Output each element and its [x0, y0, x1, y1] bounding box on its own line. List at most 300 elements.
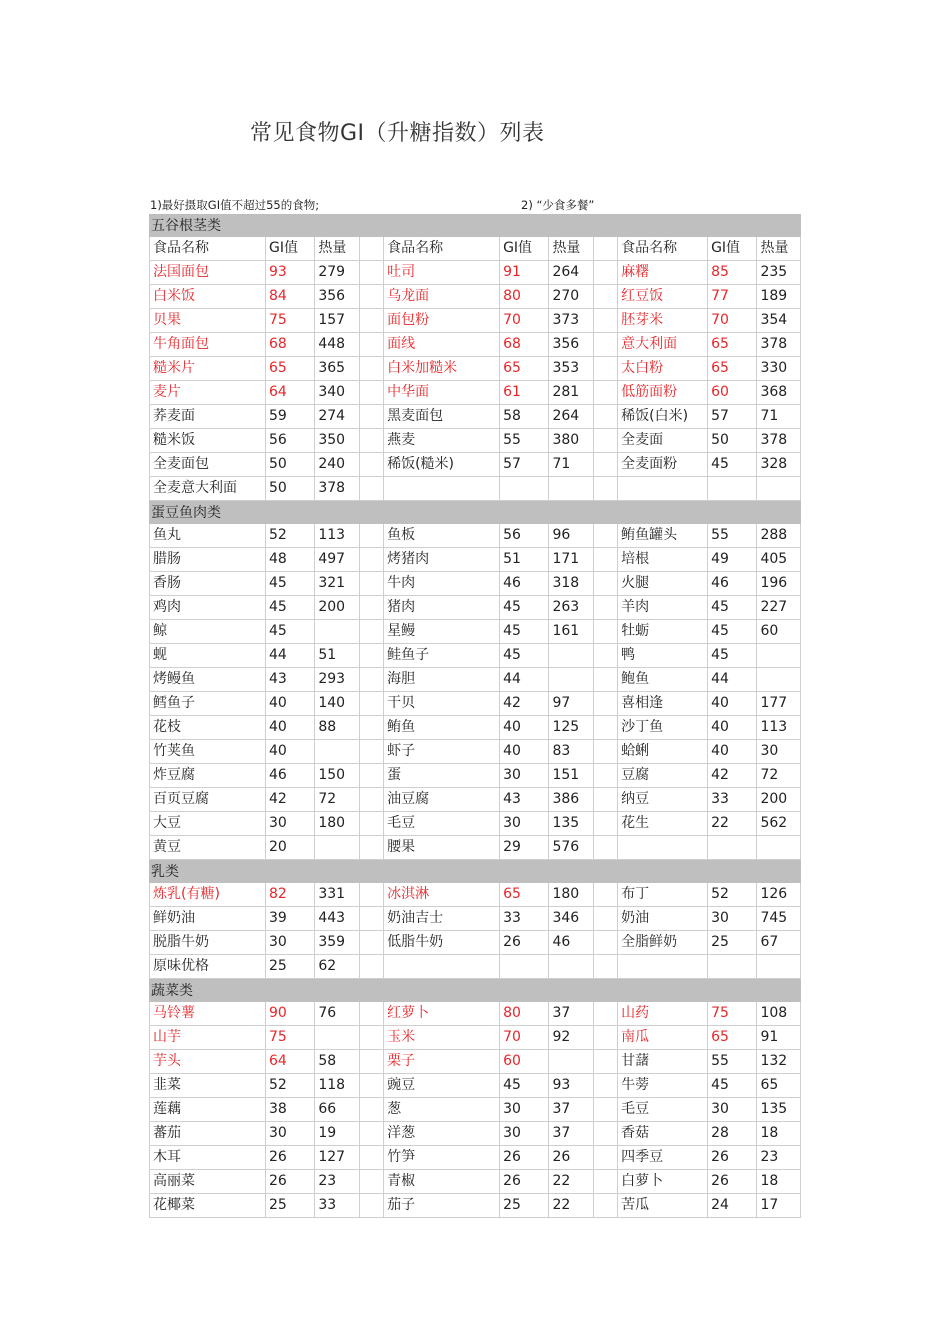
column-gap: [593, 596, 617, 620]
gi-value-cell: 60: [499, 1050, 548, 1074]
gi-value-cell: 49: [707, 548, 756, 572]
food-name-cell: 韭菜: [149, 1074, 265, 1098]
food-name-cell: [383, 955, 499, 979]
food-name-cell: 牛角面包: [149, 333, 265, 357]
food-name-cell: 腊肠: [149, 548, 265, 572]
gi-value-cell: 61: [499, 381, 548, 405]
food-name-cell: 中华面: [383, 381, 499, 405]
calories-cell: 270: [548, 285, 593, 309]
calories-cell: 562: [756, 812, 801, 836]
column-gap: [593, 788, 617, 812]
column-gap: [593, 740, 617, 764]
table-row: [149, 1146, 801, 1170]
calories-cell: 378: [314, 477, 359, 501]
table-row: [149, 333, 801, 357]
table-row: [149, 955, 801, 979]
food-name-cell: 黑麦面包: [383, 405, 499, 429]
food-name-cell: 竹荚鱼: [149, 740, 265, 764]
column-gap: [359, 788, 383, 812]
table-row: [149, 357, 801, 381]
calories-cell: 30: [756, 740, 801, 764]
calories-cell: 72: [756, 764, 801, 788]
column-gap: [593, 548, 617, 572]
column-gap: [359, 716, 383, 740]
food-name-cell: 胚芽米: [617, 309, 707, 333]
calories-cell: 448: [314, 333, 359, 357]
food-name-cell: 花椰菜: [149, 1194, 265, 1218]
header-food-name: 食品名称: [149, 237, 265, 261]
food-name-cell: 鲍鱼: [617, 668, 707, 692]
gi-value-cell: 56: [265, 429, 314, 453]
table-row: [149, 1098, 801, 1122]
food-name-cell: 香菇: [617, 1122, 707, 1146]
column-gap: [593, 764, 617, 788]
gi-value-cell: 20: [265, 836, 314, 860]
gi-value-cell: 45: [265, 620, 314, 644]
food-name-cell: 牡蛎: [617, 620, 707, 644]
calories-cell: 18: [756, 1122, 801, 1146]
column-gap: [359, 1170, 383, 1194]
gi-value-cell: 48: [265, 548, 314, 572]
calories-cell: 279: [314, 261, 359, 285]
gi-value-cell: 40: [707, 692, 756, 716]
column-gap: [593, 1194, 617, 1218]
column-gap: [593, 1170, 617, 1194]
food-name-cell: 冰淇淋: [383, 883, 499, 907]
food-name-cell: 鸡肉: [149, 596, 265, 620]
gi-value-cell: 45: [707, 596, 756, 620]
food-name-cell: 全脂鲜奶: [617, 931, 707, 955]
table-row: [149, 907, 801, 931]
gi-value-cell: 52: [265, 1074, 314, 1098]
column-gap: [593, 477, 617, 501]
gi-value-cell: 30: [499, 1122, 548, 1146]
calories-cell: 365: [314, 357, 359, 381]
food-name-cell: [617, 477, 707, 501]
food-name-cell: 鲑鱼子: [383, 644, 499, 668]
food-name-cell: 燕麦: [383, 429, 499, 453]
calories-cell: 76: [314, 1002, 359, 1026]
gi-value-cell: 65: [499, 357, 548, 381]
column-gap: [359, 668, 383, 692]
gi-value-cell: 40: [265, 716, 314, 740]
table-row: [149, 261, 801, 285]
gi-value-cell: 30: [265, 931, 314, 955]
calories-cell: 96: [548, 524, 593, 548]
food-name-cell: 全麦意大利面: [149, 477, 265, 501]
calories-cell: 180: [314, 812, 359, 836]
gi-value-cell: 55: [707, 1050, 756, 1074]
food-name-cell: 百页豆腐: [149, 788, 265, 812]
column-gap: [359, 1074, 383, 1098]
food-name-cell: 鲸: [149, 620, 265, 644]
calories-cell: [756, 644, 801, 668]
gi-value-cell: 45: [265, 572, 314, 596]
food-name-cell: 海胆: [383, 668, 499, 692]
calories-cell: 356: [314, 285, 359, 309]
gi-value-cell: 55: [707, 524, 756, 548]
food-name-cell: 油豆腐: [383, 788, 499, 812]
table-row: [149, 931, 801, 955]
calories-cell: 350: [314, 429, 359, 453]
gi-value-cell: 40: [499, 716, 548, 740]
calories-cell: 328: [756, 453, 801, 477]
table-row: [149, 1194, 801, 1218]
food-name-cell: 花枝: [149, 716, 265, 740]
table-row: [149, 477, 801, 501]
food-name-cell: 竹笋: [383, 1146, 499, 1170]
food-name-cell: 麦片: [149, 381, 265, 405]
food-name-cell: 脱脂牛奶: [149, 931, 265, 955]
table-row: [149, 1074, 801, 1098]
calories-cell: 132: [756, 1050, 801, 1074]
section-header: 蛋豆鱼肉类: [149, 501, 801, 524]
calories-cell: 71: [756, 405, 801, 429]
calories-cell: 126: [756, 883, 801, 907]
table-row: [149, 429, 801, 453]
food-name-cell: 香肠: [149, 572, 265, 596]
food-name-cell: 干贝: [383, 692, 499, 716]
calories-cell: 293: [314, 668, 359, 692]
food-name-cell: 牛蒡: [617, 1074, 707, 1098]
food-name-cell: 糙米片: [149, 357, 265, 381]
gi-value-cell: 52: [265, 524, 314, 548]
gi-value-cell: 46: [707, 572, 756, 596]
gi-value-cell: 45: [499, 596, 548, 620]
gi-value-cell: 80: [499, 1002, 548, 1026]
calories-cell: 368: [756, 381, 801, 405]
food-name-cell: 蛋: [383, 764, 499, 788]
gi-value-cell: 55: [499, 429, 548, 453]
calories-cell: [548, 955, 593, 979]
header-calories: 热量: [756, 237, 801, 261]
column-gap: [593, 237, 617, 261]
gi-value-cell: 90: [265, 1002, 314, 1026]
calories-cell: 135: [756, 1098, 801, 1122]
gi-value-cell: 42: [707, 764, 756, 788]
column-gap: [359, 548, 383, 572]
gi-value-cell: 68: [499, 333, 548, 357]
gi-value-cell: 25: [707, 931, 756, 955]
column-gap: [593, 692, 617, 716]
column-gap: [593, 285, 617, 309]
column-gap: [359, 524, 383, 548]
food-name-cell: 糙米饭: [149, 429, 265, 453]
food-name-cell: 低脂牛奶: [383, 931, 499, 955]
gi-value-cell: 57: [499, 453, 548, 477]
header-gi-value: GI值: [707, 237, 756, 261]
calories-cell: 373: [548, 309, 593, 333]
food-name-cell: 茄子: [383, 1194, 499, 1218]
table-row: [149, 548, 801, 572]
food-name-cell: 牛肉: [383, 572, 499, 596]
gi-value-cell: 40: [707, 716, 756, 740]
gi-value-cell: 25: [499, 1194, 548, 1218]
table-row: [149, 1026, 801, 1050]
gi-value-cell: 45: [707, 1074, 756, 1098]
food-name-cell: 烤猪肉: [383, 548, 499, 572]
calories-cell: 125: [548, 716, 593, 740]
column-gap: [359, 357, 383, 381]
note-gi-limit: 1)最好摄取GI值不超过55的食物;: [150, 198, 320, 212]
calories-cell: 288: [756, 524, 801, 548]
column-gap: [359, 309, 383, 333]
column-gap: [359, 596, 383, 620]
food-name-cell: [617, 836, 707, 860]
calories-cell: 157: [314, 309, 359, 333]
column-gap: [359, 620, 383, 644]
column-gap: [593, 620, 617, 644]
gi-value-cell: 80: [499, 285, 548, 309]
gi-value-cell: 46: [265, 764, 314, 788]
table-row: [149, 836, 801, 860]
section-header: 蔬菜类: [149, 979, 801, 1002]
food-name-cell: 太白粉: [617, 357, 707, 381]
column-gap: [359, 429, 383, 453]
food-name-cell: 炸豆腐: [149, 764, 265, 788]
column-gap: [593, 1146, 617, 1170]
gi-value-cell: 58: [499, 405, 548, 429]
gi-value-cell: 50: [265, 477, 314, 501]
calories-cell: 151: [548, 764, 593, 788]
food-name-cell: 火腿: [617, 572, 707, 596]
calories-cell: 177: [756, 692, 801, 716]
gi-value-cell: 40: [265, 740, 314, 764]
gi-value-cell: 51: [499, 548, 548, 572]
food-name-cell: 全麦面: [617, 429, 707, 453]
food-name-cell: 面包粉: [383, 309, 499, 333]
table-row: [149, 572, 801, 596]
food-name-cell: 白萝卜: [617, 1170, 707, 1194]
column-gap: [359, 381, 383, 405]
food-name-cell: 纳豆: [617, 788, 707, 812]
header-calories: 热量: [548, 237, 593, 261]
gi-value-cell: 44: [707, 668, 756, 692]
table-row: [149, 716, 801, 740]
header-food-name: 食品名称: [617, 237, 707, 261]
gi-value-cell: 26: [707, 1170, 756, 1194]
calories-cell: 135: [548, 812, 593, 836]
calories-cell: 240: [314, 453, 359, 477]
food-name-cell: 羊肉: [617, 596, 707, 620]
calories-cell: 37: [548, 1122, 593, 1146]
table-row: [149, 381, 801, 405]
calories-cell: 196: [756, 572, 801, 596]
column-gap: [359, 740, 383, 764]
calories-cell: 274: [314, 405, 359, 429]
column-gap: [359, 1194, 383, 1218]
column-gap: [593, 1050, 617, 1074]
column-gap: [593, 668, 617, 692]
gi-value-cell: 65: [265, 357, 314, 381]
gi-value-cell: 65: [707, 1026, 756, 1050]
food-name-cell: 豆腐: [617, 764, 707, 788]
table-row: [149, 812, 801, 836]
gi-value-cell: 40: [499, 740, 548, 764]
food-name-cell: 沙丁鱼: [617, 716, 707, 740]
calories-cell: 497: [314, 548, 359, 572]
gi-value-cell: 45: [499, 620, 548, 644]
calories-cell: [756, 477, 801, 501]
food-name-cell: 苦瓜: [617, 1194, 707, 1218]
food-name-cell: 甘藷: [617, 1050, 707, 1074]
food-name-cell: 鸭: [617, 644, 707, 668]
food-name-cell: 培根: [617, 548, 707, 572]
calories-cell: 321: [314, 572, 359, 596]
calories-cell: [756, 955, 801, 979]
gi-value-cell: 25: [265, 1194, 314, 1218]
column-gap: [593, 309, 617, 333]
gi-value-cell: 24: [707, 1194, 756, 1218]
notes-line: [150, 197, 800, 213]
gi-value-cell: 93: [265, 261, 314, 285]
page-title: 常见食物GI（升糖指数）列表: [250, 121, 545, 146]
food-name-cell: 玉米: [383, 1026, 499, 1050]
food-name-cell: 葱: [383, 1098, 499, 1122]
gi-value-cell: 56: [499, 524, 548, 548]
calories-cell: 171: [548, 548, 593, 572]
gi-value-cell: [499, 955, 548, 979]
calories-cell: 19: [314, 1122, 359, 1146]
gi-value-cell: 59: [265, 405, 314, 429]
table-row: [149, 1002, 801, 1026]
calories-cell: [756, 668, 801, 692]
calories-cell: 346: [548, 907, 593, 931]
calories-cell: 281: [548, 381, 593, 405]
calories-cell: 66: [314, 1098, 359, 1122]
column-gap: [359, 1002, 383, 1026]
calories-cell: 405: [756, 548, 801, 572]
gi-value-cell: 30: [707, 907, 756, 931]
calories-cell: 22: [548, 1170, 593, 1194]
calories-cell: 93: [548, 1074, 593, 1098]
calories-cell: 263: [548, 596, 593, 620]
gi-value-cell: 30: [499, 764, 548, 788]
food-name-cell: 花生: [617, 812, 707, 836]
gi-value-cell: 30: [499, 1098, 548, 1122]
gi-value-cell: 91: [499, 261, 548, 285]
calories-cell: 576: [548, 836, 593, 860]
calories-cell: 97: [548, 692, 593, 716]
food-name-cell: 原味优格: [149, 955, 265, 979]
calories-cell: [756, 836, 801, 860]
calories-cell: 378: [756, 429, 801, 453]
gi-value-cell: 45: [499, 1074, 548, 1098]
column-gap: [593, 716, 617, 740]
column-gap: [593, 381, 617, 405]
column-gap: [359, 1026, 383, 1050]
column-gap: [359, 1146, 383, 1170]
column-gap: [359, 285, 383, 309]
calories-cell: 33: [314, 1194, 359, 1218]
gi-value-cell: 45: [707, 453, 756, 477]
table-row: [149, 740, 801, 764]
calories-cell: 331: [314, 883, 359, 907]
column-gap: [593, 333, 617, 357]
gi-value-cell: 75: [707, 1002, 756, 1026]
gi-value-cell: 29: [499, 836, 548, 860]
calories-cell: 83: [548, 740, 593, 764]
food-name-cell: 毛豆: [383, 812, 499, 836]
gi-value-cell: 43: [265, 668, 314, 692]
calories-cell: 65: [756, 1074, 801, 1098]
column-header-row: [149, 237, 801, 261]
food-name-cell: 马铃薯: [149, 1002, 265, 1026]
gi-value-cell: 44: [265, 644, 314, 668]
calories-cell: 91: [756, 1026, 801, 1050]
gi-value-cell: 64: [265, 381, 314, 405]
gi-value-cell: 38: [265, 1098, 314, 1122]
calories-cell: 60: [756, 620, 801, 644]
table-row: [149, 453, 801, 477]
gi-value-cell: 39: [265, 907, 314, 931]
column-gap: [593, 812, 617, 836]
food-name-cell: 洋葱: [383, 1122, 499, 1146]
food-name-cell: 全麦面包: [149, 453, 265, 477]
food-name-cell: 吐司: [383, 261, 499, 285]
calories-cell: 17: [756, 1194, 801, 1218]
gi-value-cell: 84: [265, 285, 314, 309]
gi-value-cell: 26: [499, 1170, 548, 1194]
calories-cell: 140: [314, 692, 359, 716]
gi-value-cell: 75: [265, 1026, 314, 1050]
column-gap: [593, 836, 617, 860]
table-row: [149, 692, 801, 716]
table-row: [149, 524, 801, 548]
food-name-cell: 荞麦面: [149, 405, 265, 429]
column-gap: [593, 405, 617, 429]
gi-value-cell: 85: [707, 261, 756, 285]
column-gap: [359, 907, 383, 931]
header-gi-value: GI值: [265, 237, 314, 261]
food-name-cell: 鲜奶油: [149, 907, 265, 931]
food-name-cell: 稀饭(白米): [617, 405, 707, 429]
calories-cell: 354: [756, 309, 801, 333]
food-name-cell: 蚬: [149, 644, 265, 668]
food-name-cell: 奶油吉士: [383, 907, 499, 931]
table-row: [149, 883, 801, 907]
food-name-cell: 乌龙面: [383, 285, 499, 309]
gi-value-cell: 26: [499, 1146, 548, 1170]
gi-value-cell: 26: [499, 931, 548, 955]
gi-value-cell: [707, 955, 756, 979]
food-name-cell: 山芋: [149, 1026, 265, 1050]
column-gap: [359, 453, 383, 477]
table-row: [149, 309, 801, 333]
food-name-cell: 奶油: [617, 907, 707, 931]
calories-cell: 58: [314, 1050, 359, 1074]
calories-cell: 200: [314, 596, 359, 620]
calories-cell: 356: [548, 333, 593, 357]
calories-cell: 23: [314, 1170, 359, 1194]
calories-cell: 72: [314, 788, 359, 812]
calories-cell: 23: [756, 1146, 801, 1170]
gi-value-cell: 42: [499, 692, 548, 716]
table-row: [149, 596, 801, 620]
calories-cell: 71: [548, 453, 593, 477]
gi-value-cell: 57: [707, 405, 756, 429]
gi-value-cell: 45: [499, 644, 548, 668]
gi-value-cell: 30: [707, 1098, 756, 1122]
food-name-cell: 烤鳗鱼: [149, 668, 265, 692]
food-name-cell: 栗子: [383, 1050, 499, 1074]
food-name-cell: 红豆饭: [617, 285, 707, 309]
calories-cell: [548, 644, 593, 668]
column-gap: [593, 429, 617, 453]
column-gap: [359, 812, 383, 836]
table-row: [149, 1170, 801, 1194]
food-name-cell: 面线: [383, 333, 499, 357]
